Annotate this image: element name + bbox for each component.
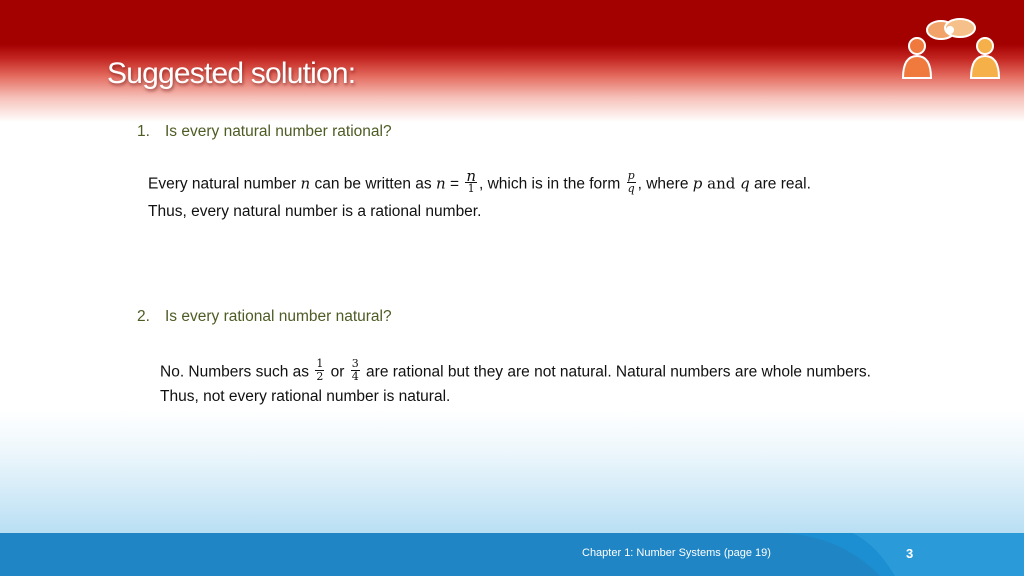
fraction-numerator: 1 <box>316 357 324 370</box>
answer-1-text-b: can be written as <box>310 175 436 193</box>
math-variable-n: n <box>435 174 446 193</box>
fraction-p-over-q <box>627 170 636 195</box>
answer-2-text-a: No. Numbers such as <box>160 363 314 381</box>
discussion-people-icon <box>897 16 1005 84</box>
fraction-3-over-4 <box>351 358 360 383</box>
answer-1-text-e: are real. <box>749 175 811 193</box>
and-word: and <box>702 174 741 193</box>
question-1-number: 1. <box>137 123 150 140</box>
fraction-numerator: p <box>627 169 635 182</box>
page-number: 3 <box>906 546 914 561</box>
answer-2-line-2: Thus, not every rational number is natural. <box>160 388 451 405</box>
question-1 <box>137 123 392 141</box>
footer-chapter: Chapter 1: Number Systems (page 19) <box>582 547 771 559</box>
answer-1-text-d: , where <box>637 175 693 193</box>
or-word: or <box>326 363 349 381</box>
fraction-denominator: q <box>627 182 635 195</box>
fraction-1-over-2 <box>315 358 324 383</box>
footer-accent <box>0 533 1024 576</box>
fraction-denominator: 2 <box>316 370 324 383</box>
math-variable-p: p <box>692 174 703 193</box>
fraction-n-over-1 <box>465 167 477 195</box>
equals-sign: = <box>445 175 464 193</box>
fraction-numerator: 3 <box>351 357 359 370</box>
slide-title: Suggested solution: <box>107 57 356 90</box>
answer-1-text-c: , which is in the form <box>478 175 625 193</box>
question-1-text: Is every natural number rational? <box>165 123 392 140</box>
fraction-denominator: 4 <box>351 370 359 383</box>
fraction-denominator: 1 <box>467 182 475 195</box>
math-variable-n: n <box>300 174 311 193</box>
answer-1-line-2: Thus, every natural number is a rational number. <box>148 203 482 220</box>
question-2-number: 2. <box>137 308 150 325</box>
math-variable-q: q <box>740 174 750 193</box>
fraction-numerator: n <box>466 167 476 185</box>
answer-2-text-b: are rational but they are not natural. Natural numbers are whole numbers. <box>361 363 871 381</box>
answer-2-line-1 <box>160 357 871 385</box>
answer-1-text-a: Every natural number <box>148 175 301 193</box>
question-2 <box>137 308 392 326</box>
question-2-text: Is every rational number natural? <box>165 308 392 325</box>
answer-1-line-1 <box>148 167 811 197</box>
